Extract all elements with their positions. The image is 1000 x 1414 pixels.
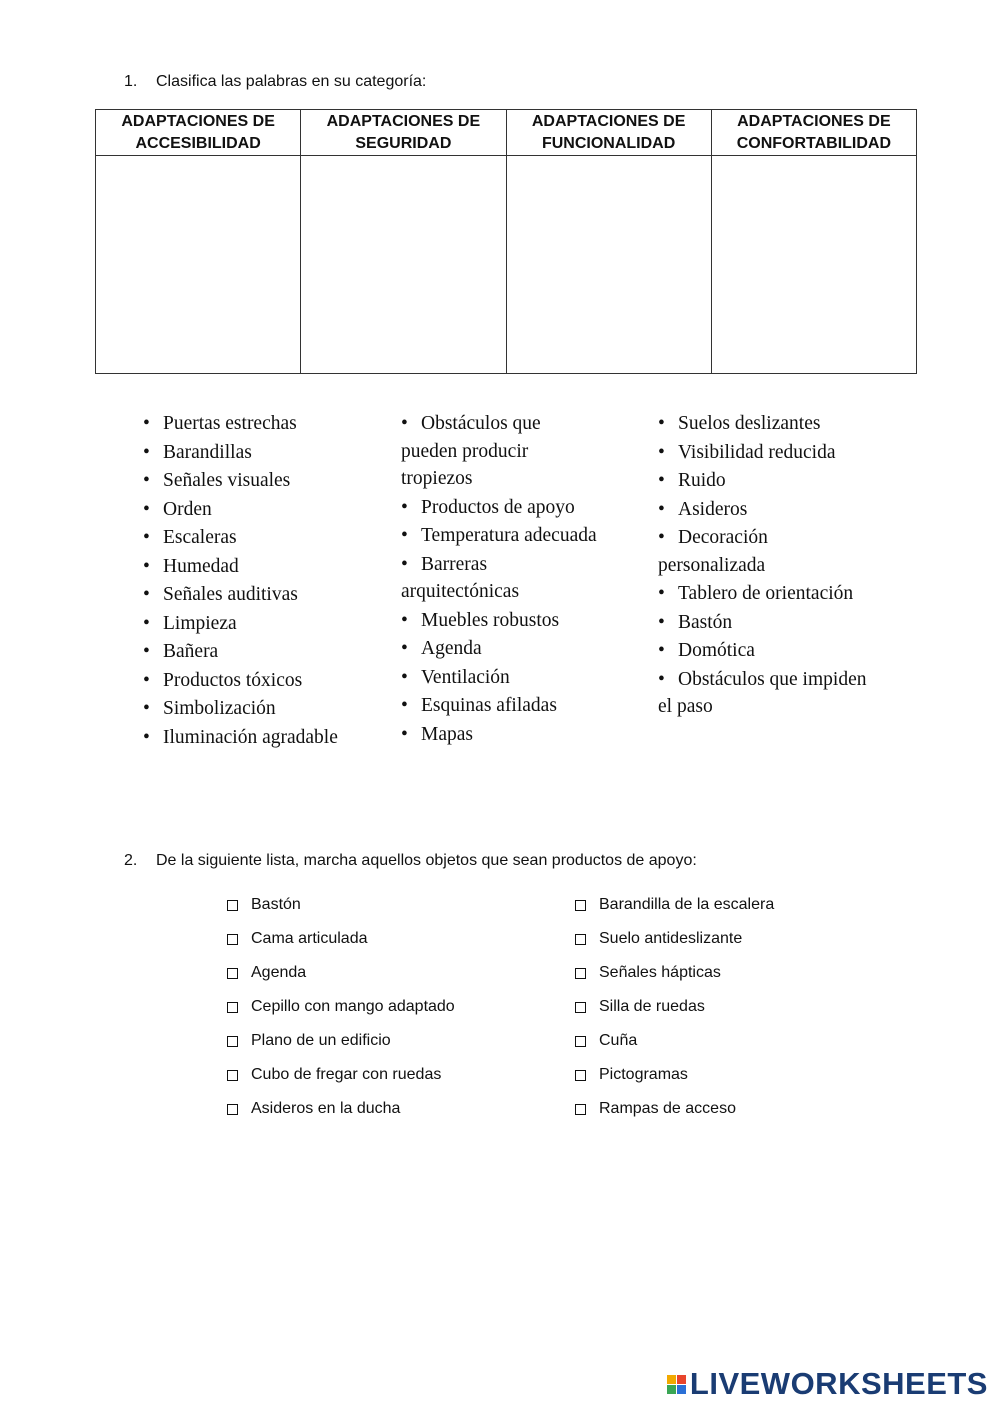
word-item[interactable] (143, 524, 363, 552)
checklist-label: Cepillo con mango adaptado (251, 998, 455, 1015)
bullet-icon: • (401, 496, 408, 518)
bullet-icon: • (658, 668, 665, 690)
checklist-label: Bastón (251, 896, 301, 913)
word-item[interactable] (143, 553, 363, 581)
drop-zone-confortabilidad[interactable] (711, 156, 916, 374)
bullet-icon: • (658, 583, 665, 604)
word-label: Temperatura adecuada (421, 525, 597, 546)
checklist-item[interactable] (227, 990, 455, 1024)
checklist-label: Cuña (599, 1032, 638, 1049)
word-item[interactable] (143, 724, 363, 752)
word-item[interactable] (658, 496, 868, 524)
bullet-icon: • (143, 726, 150, 748)
word-label: Limpieza (163, 612, 237, 634)
checklist-item[interactable] (227, 1058, 455, 1092)
word-label: Productos tóxicos (163, 669, 303, 691)
checkbox-icon[interactable] (575, 1002, 586, 1013)
checkbox-icon[interactable] (575, 934, 586, 945)
checklist-item[interactable] (575, 888, 774, 922)
word-label: Agenda (421, 638, 482, 659)
logo-squares-icon (667, 1375, 686, 1394)
word-label: Orden (163, 498, 212, 520)
bullet-icon: • (143, 441, 150, 463)
checklist-item[interactable] (227, 956, 455, 990)
header-accesibilidad: ADAPTACIONES DE ACCESIBILIDAD (96, 110, 301, 156)
word-item[interactable] (143, 610, 363, 638)
word-item[interactable] (658, 467, 868, 495)
question-2-number: 2. (124, 852, 138, 869)
word-item[interactable] (658, 637, 868, 665)
checklist-label: Asideros en la ducha (251, 1100, 401, 1117)
word-label: Puertas estrechas (163, 413, 297, 434)
header-seguridad: ADAPTACIONES DE SEGURIDAD (301, 110, 506, 156)
bullet-icon: • (658, 640, 665, 661)
bullet-icon: • (143, 527, 150, 548)
checkbox-icon[interactable] (575, 1104, 586, 1115)
bullet-icon: • (143, 470, 150, 491)
word-label: Señales visuales (163, 470, 291, 491)
checklist-item[interactable] (227, 888, 455, 922)
bullet-icon: • (401, 695, 408, 716)
bullet-icon: • (658, 441, 665, 463)
drop-zone-seguridad[interactable] (301, 156, 506, 374)
bullet-icon: • (401, 609, 408, 631)
checkbox-icon[interactable] (227, 1036, 238, 1047)
word-label: Productos de apoyo (421, 496, 575, 518)
word-label: Mapas (421, 723, 473, 745)
bullet-icon: • (658, 413, 665, 434)
word-label: Obstáculos que impiden el paso (658, 668, 867, 717)
word-label: Bañera (163, 641, 219, 662)
word-column-3 (658, 410, 868, 722)
word-label: Barandillas (163, 441, 252, 463)
word-item[interactable] (401, 635, 601, 663)
drop-zone-accesibilidad[interactable] (96, 156, 301, 374)
word-label: Escaleras (163, 527, 237, 548)
word-item[interactable] (143, 638, 363, 666)
checklist-item[interactable] (227, 922, 455, 956)
checklist-label: Rampas de acceso (599, 1100, 736, 1117)
checklist-item[interactable] (575, 922, 774, 956)
word-item[interactable] (658, 524, 868, 579)
word-item[interactable] (143, 667, 363, 695)
word-item[interactable] (658, 580, 868, 608)
word-item[interactable] (658, 410, 868, 438)
word-label: Ventilación (421, 666, 510, 688)
checklist-item[interactable] (575, 956, 774, 990)
word-item[interactable] (401, 410, 601, 493)
word-label: Visibilidad reducida (678, 441, 836, 463)
word-label: Esquinas afiladas (421, 695, 557, 716)
liveworksheets-logo (667, 1366, 988, 1402)
bullet-icon: • (401, 553, 408, 575)
word-label: Decoración personalizada (658, 527, 768, 576)
word-item[interactable] (143, 496, 363, 524)
checkbox-icon[interactable] (227, 1104, 238, 1115)
word-item[interactable] (401, 721, 601, 749)
word-item[interactable] (401, 607, 601, 635)
bullet-icon: • (143, 698, 150, 719)
word-column-1 (143, 410, 363, 752)
word-column-2 (401, 410, 601, 749)
bullet-icon: • (143, 498, 150, 520)
word-label: Humedad (163, 555, 239, 577)
category-table (95, 109, 917, 374)
word-item[interactable] (658, 609, 868, 637)
checklist-label: Suelo antideslizante (599, 930, 743, 947)
word-item[interactable] (143, 439, 363, 467)
word-label: Tablero de orientación (678, 583, 854, 604)
question-2 (124, 852, 697, 870)
word-label: Barreras arquitectónicas (401, 553, 520, 602)
bullet-icon: • (658, 470, 665, 491)
checkbox-icon[interactable] (575, 900, 586, 911)
checklist-item[interactable] (227, 1024, 455, 1058)
word-item[interactable] (143, 467, 363, 495)
word-label: Muebles robustos (421, 609, 560, 631)
checklist-label: Silla de ruedas (599, 998, 705, 1015)
question-1 (124, 73, 426, 91)
word-label: Domótica (678, 640, 755, 661)
checklist-item[interactable] (575, 990, 774, 1024)
bullet-icon: • (143, 413, 150, 434)
word-label: Bastón (678, 611, 733, 633)
word-item[interactable] (143, 695, 363, 723)
bullet-icon: • (143, 641, 150, 662)
bullet-icon: • (143, 612, 150, 634)
question-1-text: Clasifica las palabras en su categoría: (156, 73, 427, 90)
word-item[interactable] (658, 666, 868, 721)
word-item[interactable] (401, 692, 601, 720)
bullet-icon: • (401, 666, 408, 688)
checklist-label: Señales hápticas (599, 964, 721, 981)
bullet-icon: • (143, 555, 150, 577)
bullet-icon: • (401, 723, 408, 745)
word-label: Asideros (678, 498, 748, 520)
checkbox-icon[interactable] (575, 968, 586, 979)
logo-text: LIVEWORKSHEETS (689, 1366, 988, 1401)
checkbox-icon[interactable] (227, 1070, 238, 1081)
checklist-label: Cubo de fregar con ruedas (251, 1066, 442, 1083)
word-label: Señales auditivas (163, 584, 298, 605)
bullet-icon: • (143, 669, 150, 691)
word-label: Ruido (678, 470, 726, 491)
word-item[interactable] (401, 494, 601, 522)
word-item[interactable] (401, 522, 601, 550)
word-item[interactable] (401, 664, 601, 692)
checklist-label: Plano de un edificio (251, 1032, 391, 1049)
bullet-icon: • (658, 527, 665, 548)
checklist-label: Agenda (251, 964, 307, 981)
question-2-text: De la siguiente lista, marcha aquellos objetos que sean productos de apoyo: (156, 852, 697, 869)
checkbox-icon[interactable] (227, 934, 238, 945)
checklist-left (227, 888, 455, 1126)
checklist-right (575, 888, 774, 1126)
word-item[interactable] (658, 439, 868, 467)
bullet-icon: • (658, 498, 665, 520)
question-1-number: 1. (124, 73, 138, 90)
checklist-item[interactable] (227, 1092, 455, 1126)
checkbox-icon[interactable] (227, 968, 238, 979)
checkbox-icon[interactable] (227, 1002, 238, 1013)
checklist-item[interactable] (575, 1092, 774, 1126)
bullet-icon: • (401, 638, 408, 659)
header-funcionalidad: ADAPTACIONES DE FUNCIONALIDAD (506, 110, 711, 156)
word-item[interactable] (143, 410, 363, 438)
word-label: Suelos deslizantes (678, 413, 821, 434)
checklist-label: Barandilla de la escalera (599, 896, 775, 913)
checklist-item[interactable] (575, 1024, 774, 1058)
header-confortabilidad: ADAPTACIONES DE CONFORTABILIDAD (711, 110, 916, 156)
word-item[interactable] (401, 551, 601, 606)
checklist-item[interactable] (575, 1058, 774, 1092)
checkbox-icon[interactable] (575, 1070, 586, 1081)
drop-zone-funcionalidad[interactable] (506, 156, 711, 374)
bullet-icon: • (401, 413, 408, 434)
bullet-icon: • (401, 525, 408, 546)
word-label: Obstáculos que pueden producir tropiezos (401, 413, 541, 489)
checkbox-icon[interactable] (227, 900, 238, 911)
word-label: Iluminación agradable (163, 726, 338, 748)
checklist-label: Cama articulada (251, 930, 368, 947)
word-item[interactable] (143, 581, 363, 609)
bullet-icon: • (658, 611, 665, 633)
bullet-icon: • (143, 584, 150, 605)
word-label: Simbolización (163, 698, 276, 719)
checklist-label: Pictogramas (599, 1066, 688, 1083)
checkbox-icon[interactable] (575, 1036, 586, 1047)
